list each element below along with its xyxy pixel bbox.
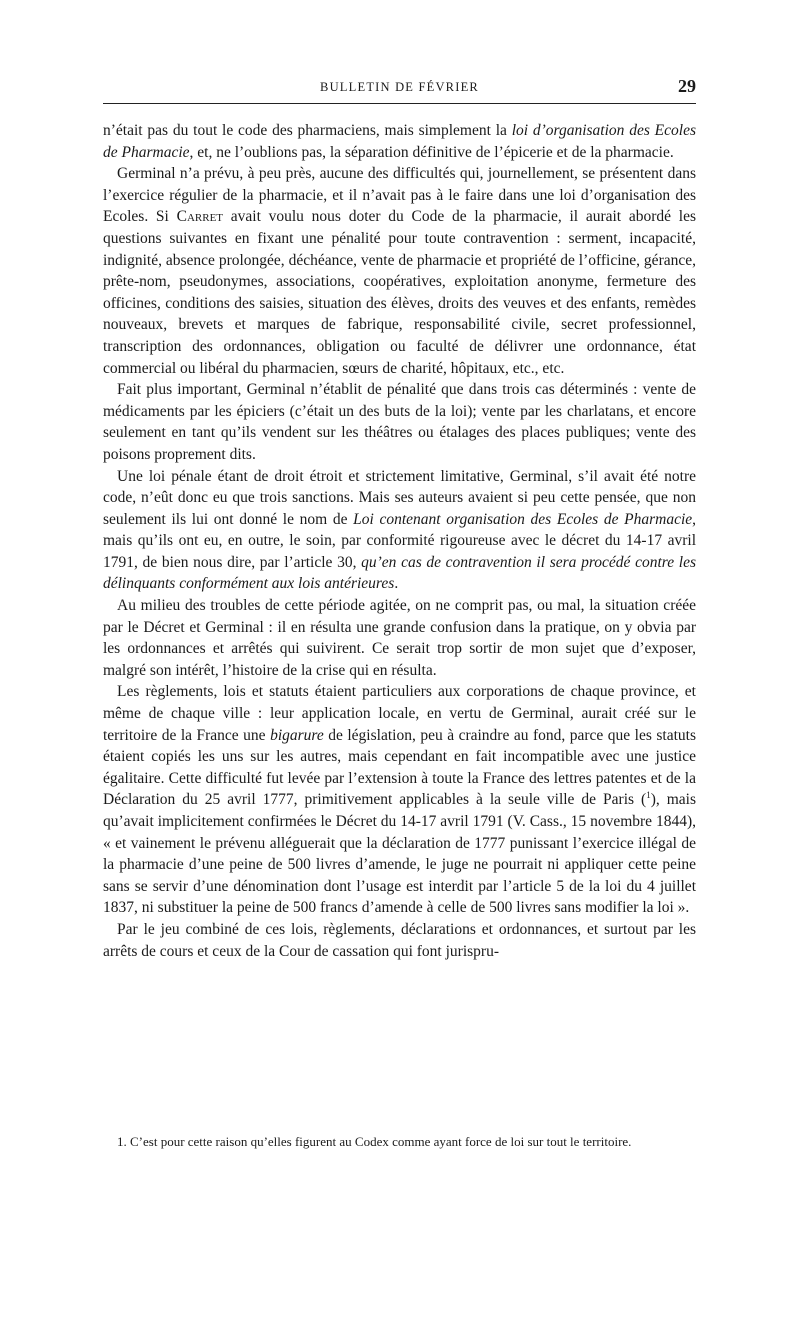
paragraph-2 [103, 163, 696, 379]
body-text [103, 120, 696, 962]
paragraph-text: ), mais qu’avait implicitement confirmées le Décret du 14-17 avril 1791 (V. Cass., 15 novembre 1844), « et vainement le prévenu alléguerait que la déclaration de 1777 punissant l’exercice illégal de la pharmacie d’une peine de 500 livres d’amende, le juge ne pourrait ni appliquer cette peine sans se servir d’une dénomination dont l’usage est interdit par l’article 5 de la loi du 4 juillet 1837, ni substituer la peine de 500 francs d’amende à celle de 500 livres sans modifier la loi ». [103, 791, 696, 917]
paragraph-text: . [394, 575, 399, 593]
italic-phrase: bigarure [270, 726, 324, 744]
paragraph-6 [103, 681, 696, 919]
paragraph-text: Les règlements, lois et statuts étaient particuliers aux corporations de chaque province, et même de chaque ville : leur application locale, en vertu de Germinal, aurait créé sur le territoire de la France une [103, 683, 696, 744]
paragraph-1 [103, 120, 696, 163]
paragraph-5: Au milieu des troubles de cette période agitée, on ne comprit pas, ou mal, la situation créée par le Décret et Germinal : il en résulta une grande confusion dans la pratique, on y obvia par les ordonnances et arrêtés qui suivirent. Ce serait trop sortir de mon sujet que d’exposer, malgré son intérêt, l’histoire de la crise qui en résulta. [103, 597, 696, 679]
paragraph-text: , et, ne l’oublions pas, la séparation définitive de l’épicerie et de la pharmacie. [189, 143, 674, 161]
page-header [103, 76, 696, 98]
footnote-reference[interactable]: 1 [646, 790, 651, 801]
paragraph-text: n’était pas du tout le code des pharmaciens, mais simplement la [103, 122, 512, 139]
paragraph-text: Une loi pénale étant de droit étroit et strictement limitative, Germinal, s’il avait été notre code, n’eût donc eu que trois sanctions. Mais ses auteurs avaient si peu cette pensée, que non seulement ils lui ont donné le nom de [103, 467, 696, 528]
header-rule [103, 103, 696, 104]
page-number: 29 [678, 76, 696, 96]
footnote: 1. C’est pour cette raison qu’elles figurent au Codex comme ayant force de loi sur tout le territoire. [117, 1134, 632, 1149]
paragraph-3: Fait plus important, Germinal n’établit de pénalité que dans trois cas déterminés : vente de médicaments par les épiciers (c’était un des buts de la loi); vente par les charlatans, et encore seulement en tant qu’ils vendent sur les théâtres ou étalages des places publiques; vente des poisons proprement dits. [103, 381, 696, 463]
italic-phrase: loi d’organisation des Ecoles de Pharmacie [103, 122, 696, 161]
paragraph-text: avait voulu nous doter du Code de la pharmacie, il aurait abordé les questions suivantes en fixant une pénalité pour toute contravention : serment, incapacité, indignité, absence prolongée, déchéance, vente de pharmacie et propriété de l’officine, gérance, prête-nom, pseudonymes, associations, coopératives, exploitation anonyme, fermeture des officines, conditions des saisies, situation des élèves, droits des veuves et des enfants, remèdes nouveaux, brevets et marques de fabrique, responsabilité civile, secret professionnel, transcription des ordonnances, obligation ou faculté de délivrer une ordonnance, état commercial ou libéral du pharmacien, sœurs de charité, hôpitaux, etc., etc. [103, 208, 696, 377]
paragraph-4 [103, 466, 696, 596]
paragraph-text: de législation, peu à craindre au fond, parce que les statuts étaient copiés les uns sur les autres, mais cependant en fait incompatible avec une justice égalitaire. Cette difficulté fut levée par l’extension à toute la France des lettres patentes et de la Déclaration du 25 avril 1777, primitivement applicables à la seule ville de Paris ( [103, 726, 696, 809]
running-title: BULLETIN DE FÉVRIER [320, 80, 479, 94]
italic-phrase: qu’en cas de contravention il sera procédé contre les délinquants conformément aux lois antérieures [103, 553, 696, 593]
paragraph-text: , mais qu’ils ont eu, en outre, le soin, par conformité rigoureuse avec le décret du 14-17 avril 1791, de bien nous dire, par l’article 30, [103, 510, 697, 571]
paragraph-7: Par le jeu combiné de ces lois, règlements, déclarations et ordonnances, et surtout par les arrêts de cours et ceux de la Cour de cassation qui font jurispru- [103, 920, 696, 960]
author-name: Carret [176, 208, 224, 226]
paragraph-text: Germinal n’a prévu, à peu près, aucune des difficultés qui, journellement, se présentent dans l’exercice régulier de la pharmacie, et il n’avait pas à le faire dans une loi d’organisation des Ecoles. Si [103, 165, 696, 226]
italic-phrase: Loi contenant organisation des Ecoles de Pharmacie [353, 510, 693, 528]
